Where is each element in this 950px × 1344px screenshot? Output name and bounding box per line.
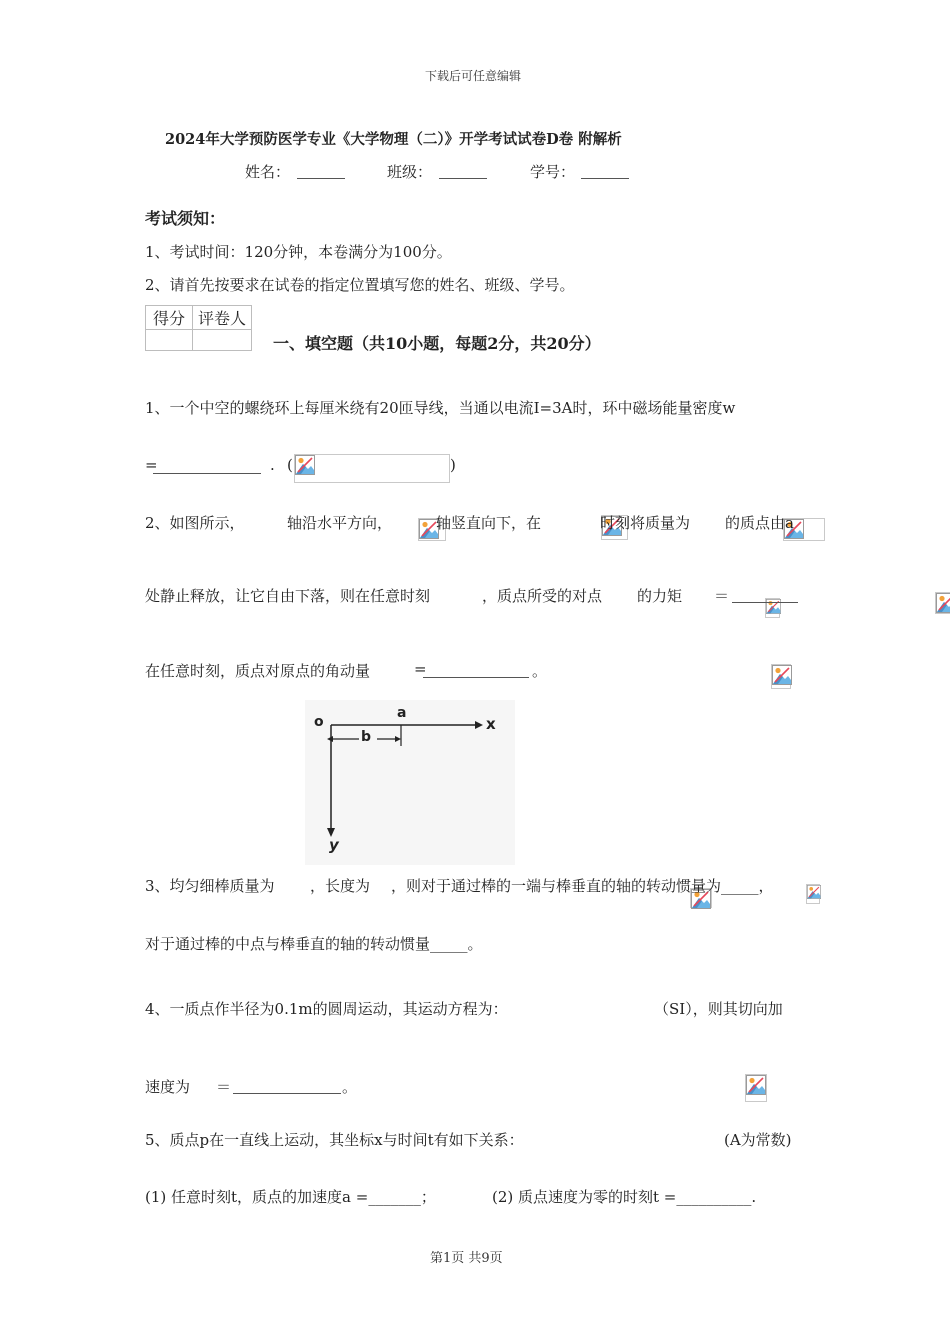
q4-line2-c: 。: [342, 1078, 358, 1096]
q2-line3-b: =: [414, 660, 427, 678]
instructions-heading: 考试须知：: [145, 209, 226, 228]
q1-eq: =: [145, 456, 158, 474]
name-label: 姓名：: [245, 163, 291, 181]
broken-image-icon: [771, 664, 791, 689]
q1-paren-close: ): [450, 456, 456, 474]
instruction-item: 2、请首先按要求在试卷的指定位置填写您的姓名、班级、学号。: [145, 276, 575, 294]
q2-line2-a: 处静止释放，让它自由下落，则在任意时刻: [145, 587, 431, 605]
q4-line2-a: 速度为: [145, 1078, 191, 1096]
q1-paren-open: (: [287, 456, 293, 474]
q3-text-2: ，长度为: [310, 877, 371, 895]
name-field[interactable]: [297, 164, 345, 179]
class-field[interactable]: [439, 164, 487, 179]
q2-angular-momentum-blank[interactable]: [423, 663, 529, 678]
page-footer: 第1页 共9页: [430, 1251, 503, 1266]
header-note: 下载后可任意编辑: [425, 69, 522, 83]
instruction-item: 1、考试时间：120分钟，本卷满分为100分。: [145, 243, 452, 261]
broken-image-icon: [806, 884, 820, 904]
q4-text-2: （SI），则其切向加: [654, 1000, 783, 1018]
q2-line2-b: ，质点所受的对点: [482, 587, 603, 605]
q2-text-3: 轴竖直向下，在: [436, 514, 542, 532]
q3-text-1: 3、均匀细棒质量为: [145, 877, 275, 895]
broken-image-icon: [935, 592, 950, 614]
q5-text-2: (A为常数): [724, 1131, 792, 1149]
q1-dot: .: [270, 456, 275, 474]
q2-line3-a: 在任意时刻，质点对原点的角动量: [145, 662, 371, 680]
q5-sub-2: (2) 质点速度为零的时刻t =__________.: [492, 1188, 757, 1206]
grader-label: 评卷人: [193, 306, 252, 330]
q5-text-1: 5、质点p在一直线上运动，其坐标x与时间t有如下关系：: [145, 1131, 524, 1149]
q3-line2: 对于通过棒的中点与棒垂直的轴的转动惯量_____。: [145, 935, 483, 953]
score-table: [145, 305, 252, 351]
q2-torque-blank[interactable]: [732, 588, 798, 603]
q1-text: 1、一个中空的螺绕环上每厘米绕有20匝导线，当通以电流I=3A时，环中磁场能量密度w: [145, 399, 736, 417]
q2-text-1: 2、如图所示，: [145, 514, 245, 532]
score-label: 得分: [146, 306, 193, 330]
figure-a-label: a: [397, 705, 407, 721]
q4-answer-blank[interactable]: [233, 1079, 341, 1094]
q2-line2-c: 的力矩: [637, 587, 683, 605]
figure-origin-label: o: [314, 714, 324, 730]
figure-b-label: b: [361, 729, 372, 745]
score-cell[interactable]: [146, 330, 193, 351]
q4-text-1: 4、一质点作半径为0.1m的圆周运动，其运动方程为：: [145, 1000, 508, 1018]
section-title: 一、填空题（共10小题，每题2分，共20分）: [273, 334, 601, 353]
broken-image-icon: [745, 1074, 767, 1102]
id-label: 学号：: [530, 163, 576, 181]
q3-text-3: ，则对于通过棒的一端与棒垂直的轴的转动惯量为_____，: [391, 877, 774, 895]
q2-line2-d: ＝: [714, 587, 730, 605]
figure-x-label: x: [486, 715, 496, 733]
q1-answer-blank[interactable]: [153, 459, 261, 474]
page-title: 2024年大学预防医学专业《大学物理（二）》开学考试试卷D卷 附解析: [165, 131, 622, 148]
id-field[interactable]: [581, 164, 629, 179]
q2-line3-c: 。: [532, 662, 548, 680]
broken-image-icon: [294, 454, 450, 483]
grader-cell[interactable]: [193, 330, 252, 351]
q5-sub-1: (1) 任意时刻t，质点的加速度a =_______；: [145, 1188, 436, 1206]
q2-figure: [305, 700, 515, 865]
q2-text-4: 时刻将质量为: [600, 514, 691, 532]
q4-line2-b: ＝: [216, 1078, 232, 1096]
figure-y-label: y: [329, 836, 339, 854]
q2-text-2: 轴沿水平方向，: [287, 514, 393, 532]
q2-text-5: 的质点由a: [725, 514, 794, 532]
class-label: 班级：: [387, 163, 433, 181]
